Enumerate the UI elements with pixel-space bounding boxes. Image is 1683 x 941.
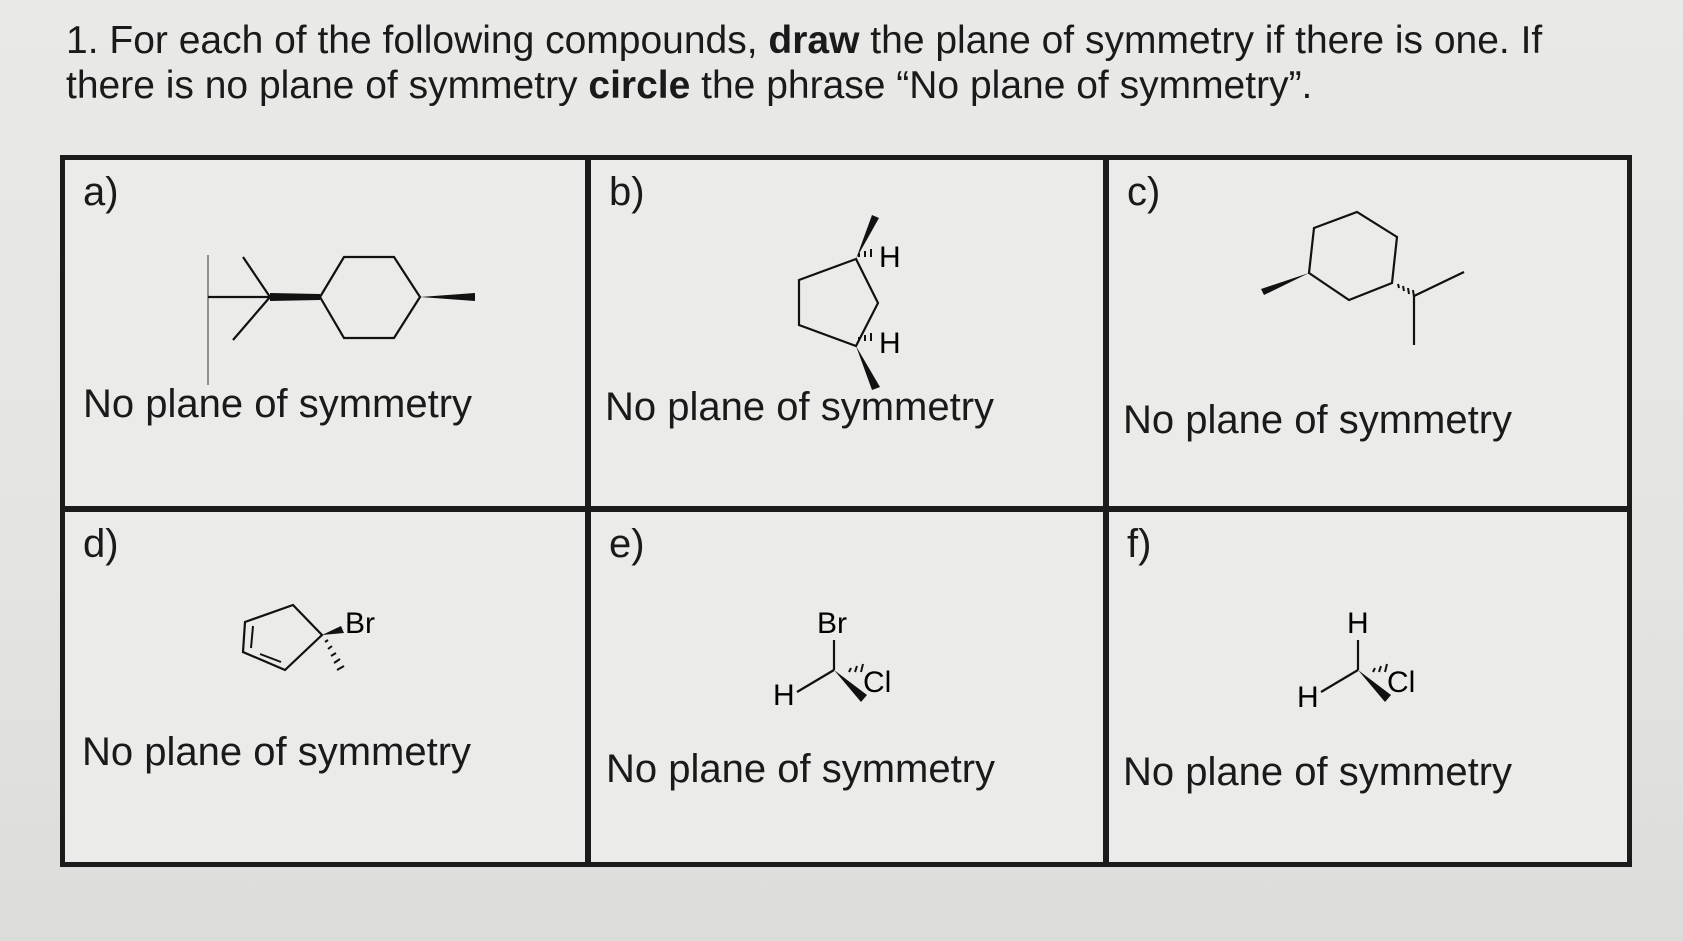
cell-e-answer[interactable]: No plane of symmetry: [606, 747, 996, 791]
atom-h: H: [1297, 681, 1319, 714]
cell-a[interactable]: [65, 160, 591, 512]
cell-d-label: d): [83, 522, 119, 566]
question-part2: the plane of symmetry if there is one. If there is no plane of symmetry: [66, 19, 1543, 107]
question-text: [66, 18, 1626, 108]
cell-c-label: c): [1127, 170, 1161, 214]
atom-cl: Cl: [1387, 666, 1416, 699]
cell-f-answer[interactable]: No plane of symmetry: [1123, 750, 1513, 794]
molecule-a: [65, 160, 585, 500]
cell-d-answer[interactable]: No plane of symmetry: [82, 730, 472, 774]
atom-cl: Cl: [863, 666, 892, 699]
atom-br: Br: [345, 607, 375, 640]
cell-e-label: e): [609, 522, 645, 566]
cell-f-label: f): [1127, 522, 1152, 566]
molecule-f: [1109, 512, 1619, 862]
molecule-e: [591, 512, 1101, 862]
cell-b[interactable]: [591, 160, 1109, 512]
cell-a-answer[interactable]: No plane of symmetry: [83, 382, 473, 426]
question-bold-draw: draw: [768, 19, 860, 62]
cell-a-label: a): [83, 170, 119, 214]
cell-f[interactable]: [1109, 512, 1627, 862]
molecule-b: [591, 160, 1101, 500]
cell-d[interactable]: [65, 512, 591, 862]
atom-br: Br: [817, 607, 847, 640]
cell-b-answer[interactable]: No plane of symmetry: [605, 385, 995, 429]
cell-b-label: b): [609, 170, 645, 214]
question-part1: For each of the following compounds,: [109, 19, 769, 62]
molecule-d: [65, 512, 585, 862]
molecule-c: [1109, 160, 1619, 500]
atom-h-bottom: H: [879, 327, 901, 360]
atom-h-top: H: [1347, 607, 1369, 640]
cell-c-answer[interactable]: No plane of symmetry: [1123, 398, 1513, 442]
question-number: 1.: [66, 19, 99, 62]
cell-e[interactable]: [591, 512, 1109, 862]
question-bold-circle: circle: [588, 64, 691, 107]
compound-table: [60, 155, 1632, 867]
atom-h-top: H: [879, 241, 901, 274]
question-part3: the phrase “No plane of symmetry”.: [690, 64, 1313, 107]
cell-c[interactable]: [1109, 160, 1627, 512]
atom-h: H: [773, 679, 795, 712]
